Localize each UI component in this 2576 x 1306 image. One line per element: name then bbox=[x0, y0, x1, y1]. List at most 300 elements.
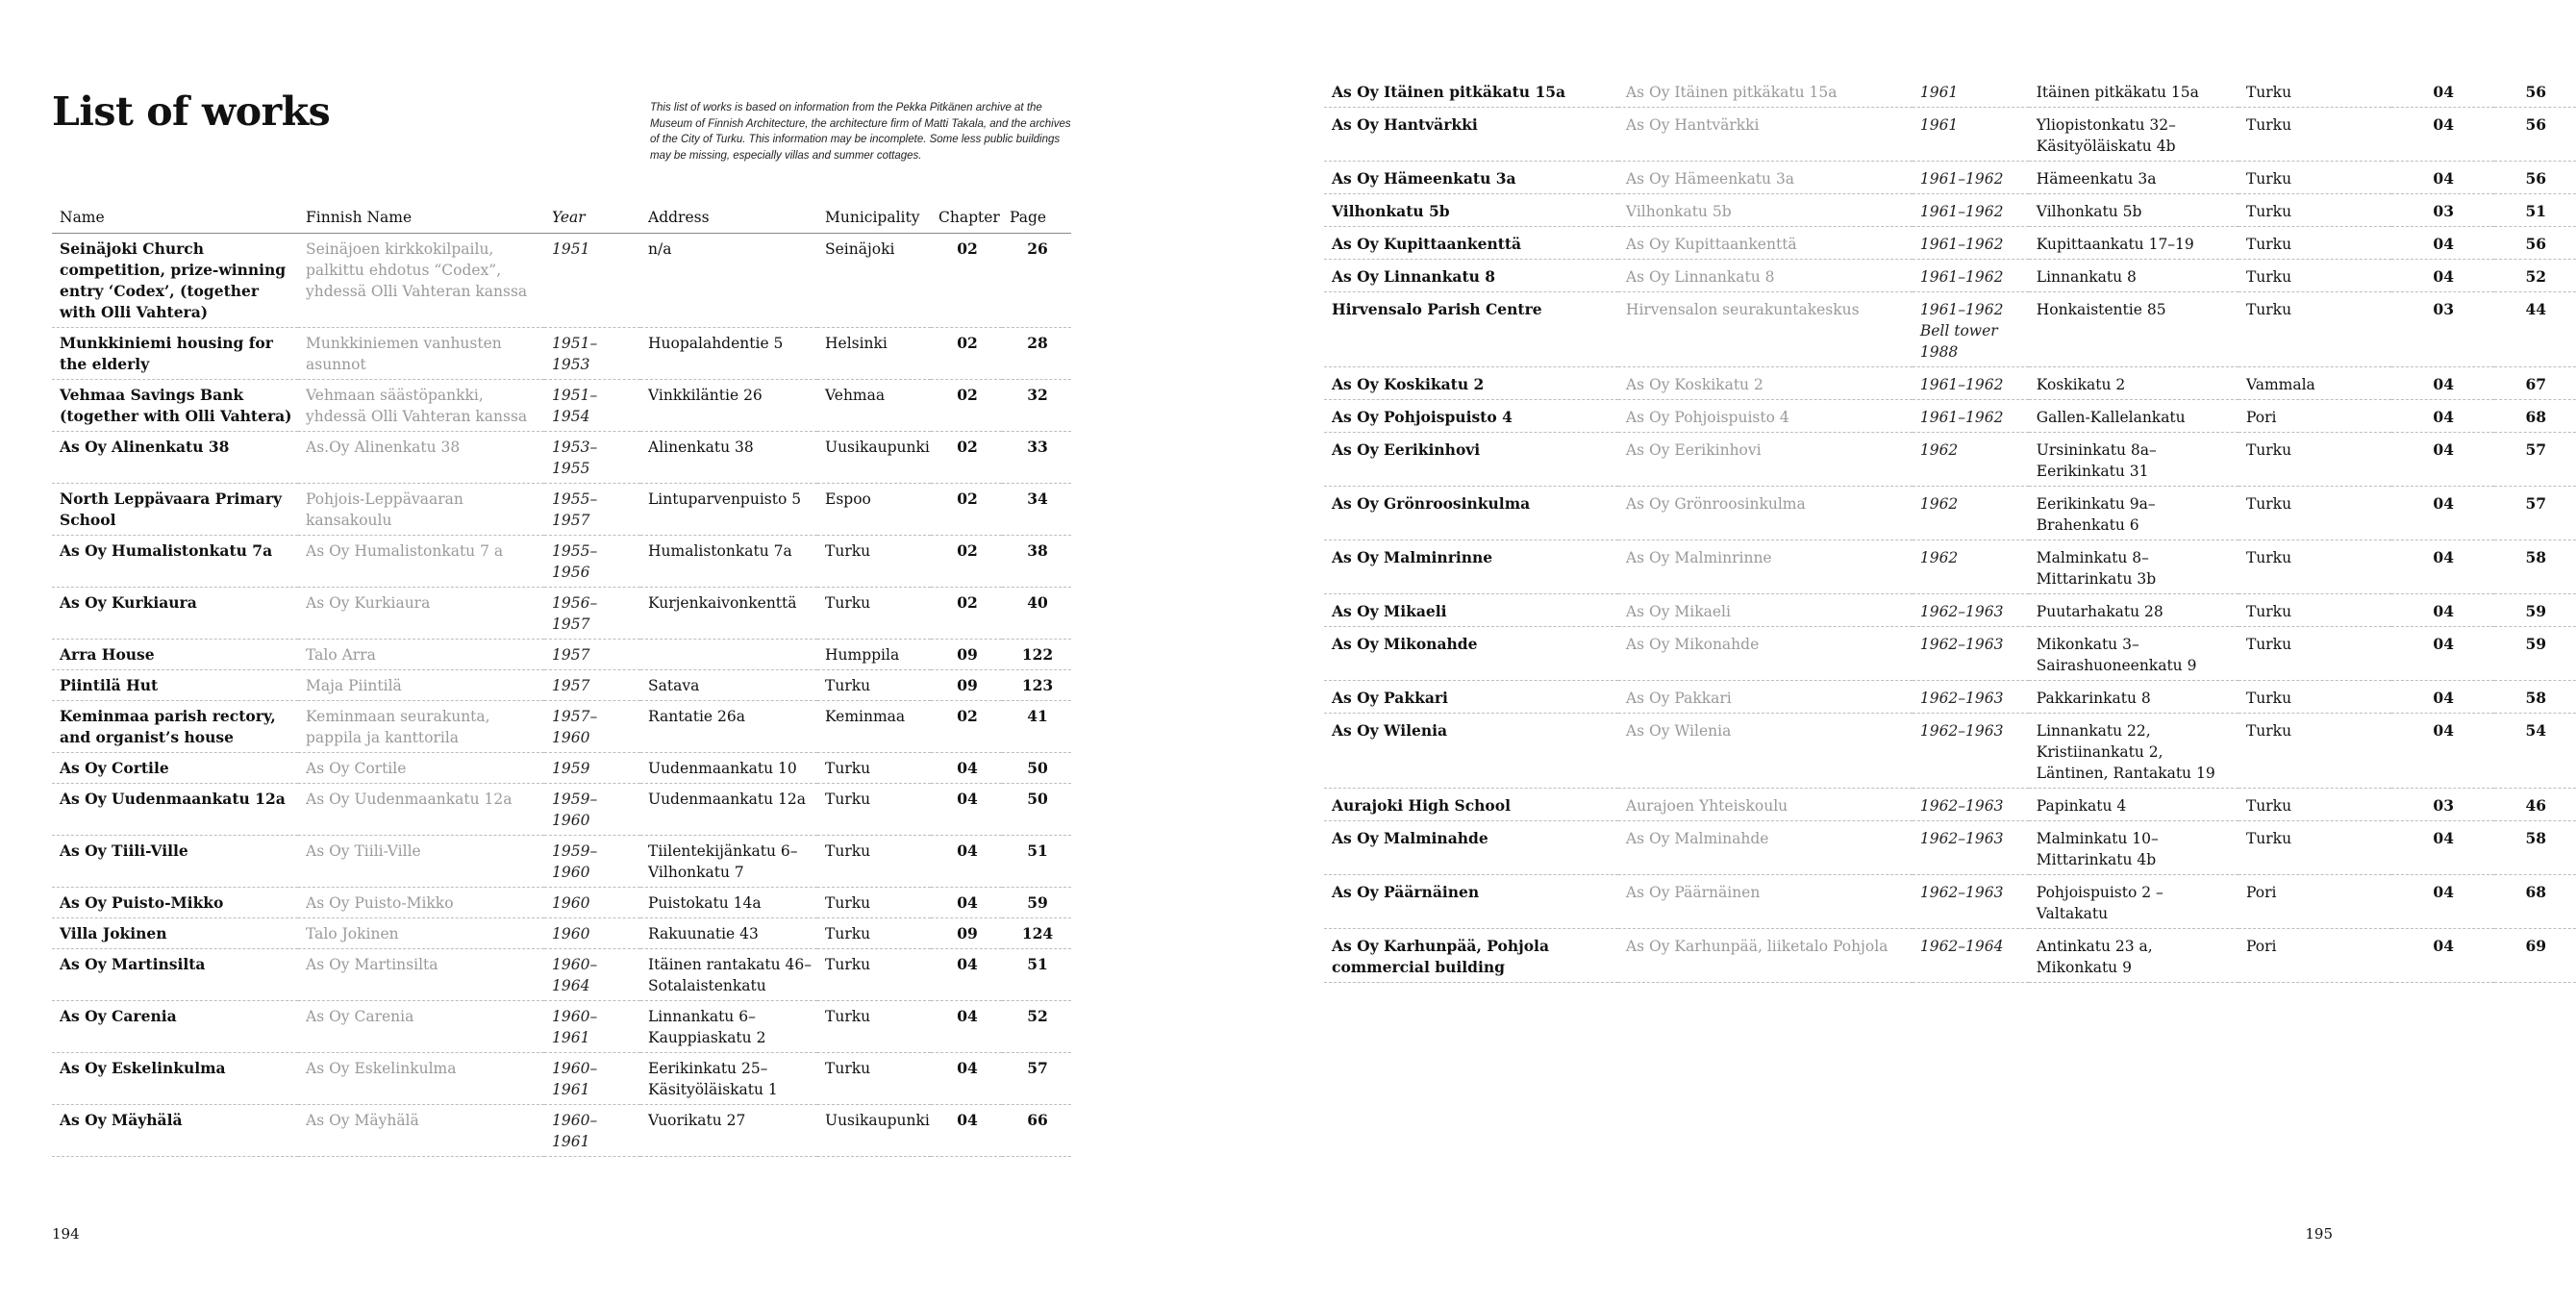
finnish-name: As Oy Malminrinne bbox=[1618, 540, 1913, 594]
table-row bbox=[52, 536, 1071, 588]
table-row bbox=[1324, 875, 2576, 929]
year: 1961–1962 bbox=[1913, 400, 2029, 433]
page-ref: 52 bbox=[2494, 260, 2576, 292]
year: 1962–1963 bbox=[1913, 821, 2029, 875]
chapter-number: 04 bbox=[931, 949, 1002, 1001]
address: Pakkarinkatu 8 bbox=[2029, 681, 2238, 714]
finnish-name: As Oy Cortile bbox=[298, 753, 544, 784]
table-row bbox=[1324, 594, 2576, 627]
year: 1951–1953 bbox=[544, 328, 640, 380]
municipality: Helsinki bbox=[817, 328, 931, 380]
municipality: Humppila bbox=[817, 640, 931, 670]
finnish-name: Pohjois-Leppävaaran kansakoulu bbox=[298, 484, 544, 536]
address: Malminkatu 10–Mittarinkatu 4b bbox=[2029, 821, 2238, 875]
page-ref: 69 bbox=[2494, 929, 2576, 983]
chapter-number: 03 bbox=[2391, 194, 2494, 227]
table-row bbox=[52, 1001, 1071, 1053]
work-name: As Oy Martinsilta bbox=[52, 949, 298, 1001]
table-row bbox=[52, 701, 1071, 753]
table-header-row bbox=[52, 201, 1071, 234]
page-ref: 68 bbox=[2494, 875, 2576, 929]
table-row bbox=[1324, 929, 2576, 983]
finnish-name: Talo Jokinen bbox=[298, 918, 544, 949]
municipality: Pori bbox=[2238, 929, 2391, 983]
address: Rakuunatie 43 bbox=[640, 918, 817, 949]
year: 1962 bbox=[1913, 487, 2029, 540]
table-row bbox=[52, 784, 1071, 836]
finnish-name: As Oy Pohjoispuisto 4 bbox=[1618, 400, 1913, 433]
year: 1960–1961 bbox=[544, 1001, 640, 1053]
chapter-number: 04 bbox=[2391, 821, 2494, 875]
table-row bbox=[1324, 260, 2576, 292]
work-name: Villa Jokinen bbox=[52, 918, 298, 949]
work-name: As Oy Pohjoispuisto 4 bbox=[1324, 400, 1618, 433]
page-ref: 58 bbox=[2494, 821, 2576, 875]
address: Yliopistonkatu 32–Käsityöläiskatu 4b bbox=[2029, 108, 2238, 162]
work-name: Hirvensalo Parish Centre bbox=[1324, 292, 1618, 367]
work-name: As Oy Kupittaankenttä bbox=[1324, 227, 1618, 260]
finnish-name: As Oy Eerikinhovi bbox=[1618, 433, 1913, 487]
finnish-name: As Oy Pakkari bbox=[1618, 681, 1913, 714]
table-row bbox=[52, 949, 1071, 1001]
table-row bbox=[52, 753, 1071, 784]
address: Itäinen pitkäkatu 15a bbox=[2029, 75, 2238, 108]
chapter-number: 03 bbox=[2391, 789, 2494, 821]
address: Vinkkiläntie 26 bbox=[640, 380, 817, 432]
municipality: Turku bbox=[2238, 789, 2391, 821]
work-name: Aurajoki High School bbox=[1324, 789, 1618, 821]
municipality: Turku bbox=[817, 836, 931, 888]
address: Kupittaankatu 17–19 bbox=[2029, 227, 2238, 260]
page-ref: 56 bbox=[2494, 162, 2576, 194]
table-row bbox=[1324, 487, 2576, 540]
page-ref: 44 bbox=[2494, 292, 2576, 367]
finnish-name: Maja Piintilä bbox=[298, 670, 544, 701]
chapter-number: 02 bbox=[931, 328, 1002, 380]
table-row bbox=[1324, 714, 2576, 789]
address: Huopalahdentie 5 bbox=[640, 328, 817, 380]
municipality: Turku bbox=[2238, 162, 2391, 194]
chapter-number: 04 bbox=[931, 1001, 1002, 1053]
address: Humalistonkatu 7a bbox=[640, 536, 817, 588]
finnish-name: As Oy Wilenia bbox=[1618, 714, 1913, 789]
year: 1959–1960 bbox=[544, 836, 640, 888]
year: 1959 bbox=[544, 753, 640, 784]
chapter-number: 02 bbox=[931, 588, 1002, 640]
page-ref: 32 bbox=[1002, 380, 1071, 432]
address: Honkaistentie 85 bbox=[2029, 292, 2238, 367]
table-row bbox=[1324, 162, 2576, 194]
finnish-name: As Oy Martinsilta bbox=[298, 949, 544, 1001]
work-name: As Oy Pakkari bbox=[1324, 681, 1618, 714]
municipality: Turku bbox=[2238, 594, 2391, 627]
table-row bbox=[1324, 108, 2576, 162]
chapter-number: 02 bbox=[931, 432, 1002, 484]
page-ref: 40 bbox=[1002, 588, 1071, 640]
municipality: Turku bbox=[2238, 108, 2391, 162]
finnish-name: Keminmaan seurakunta, pappila ja kanttorila bbox=[298, 701, 544, 753]
finnish-name: As Oy Mäyhälä bbox=[298, 1105, 544, 1157]
table-row bbox=[52, 432, 1071, 484]
page-ref: 26 bbox=[1002, 234, 1071, 328]
address bbox=[640, 640, 817, 670]
year: 1951 bbox=[544, 234, 640, 328]
work-name: Piintilä Hut bbox=[52, 670, 298, 701]
work-name: As Oy Eskelinkulma bbox=[52, 1053, 298, 1105]
finnish-name: As Oy Mikonahde bbox=[1618, 627, 1913, 681]
table-row bbox=[52, 888, 1071, 918]
municipality: Turku bbox=[817, 949, 931, 1001]
municipality: Pori bbox=[2238, 875, 2391, 929]
municipality: Keminmaa bbox=[817, 701, 931, 753]
year: 1960 bbox=[544, 918, 640, 949]
address: Papinkatu 4 bbox=[2029, 789, 2238, 821]
page-ref: 51 bbox=[1002, 949, 1071, 1001]
address: Kurjenkaivonkenttä bbox=[640, 588, 817, 640]
work-name: As Oy Carenia bbox=[52, 1001, 298, 1053]
municipality: Turku bbox=[2238, 260, 2391, 292]
chapter-number: 03 bbox=[2391, 292, 2494, 367]
page-ref: 57 bbox=[1002, 1053, 1071, 1105]
finnish-name: Munkkiniemen vanhusten asunnot bbox=[298, 328, 544, 380]
page-ref: 59 bbox=[1002, 888, 1071, 918]
address: Antinkatu 23 a, Mikonkatu 9 bbox=[2029, 929, 2238, 983]
municipality: Uusikaupunki bbox=[817, 1105, 931, 1157]
year: 1960–1961 bbox=[544, 1053, 640, 1105]
finnish-name: Aurajoen Yhteiskoulu bbox=[1618, 789, 1913, 821]
page-ref: 34 bbox=[1002, 484, 1071, 536]
address: Satava bbox=[640, 670, 817, 701]
works-table-left bbox=[52, 201, 1071, 1157]
address: Mikonkatu 3–Sairashuoneenkatu 9 bbox=[2029, 627, 2238, 681]
chapter-number: 04 bbox=[2391, 433, 2494, 487]
work-name: Vilhonkatu 5b bbox=[1324, 194, 1618, 227]
address: Lintuparvenpuisto 5 bbox=[640, 484, 817, 536]
address: Puutarhakatu 28 bbox=[2029, 594, 2238, 627]
municipality: Turku bbox=[817, 670, 931, 701]
chapter-number: 02 bbox=[931, 484, 1002, 536]
address: Linnankatu 6–Kauppiaskatu 2 bbox=[640, 1001, 817, 1053]
header-year: Year bbox=[544, 201, 640, 234]
address: Alinenkatu 38 bbox=[640, 432, 817, 484]
chapter-number: 04 bbox=[2391, 594, 2494, 627]
finnish-name: Vilhonkatu 5b bbox=[1618, 194, 1913, 227]
left-page bbox=[0, 0, 1192, 1306]
works-table-right-body bbox=[1324, 75, 2576, 983]
municipality: Turku bbox=[817, 888, 931, 918]
chapter-number: 04 bbox=[2391, 227, 2494, 260]
work-name: As Oy Mikonahde bbox=[1324, 627, 1618, 681]
page-number: 194 bbox=[52, 1225, 80, 1243]
municipality: Vammala bbox=[2238, 367, 2391, 400]
table-row bbox=[1324, 400, 2576, 433]
address: Rantatie 26a bbox=[640, 701, 817, 753]
address: Uudenmaankatu 10 bbox=[640, 753, 817, 784]
municipality: Turku bbox=[2238, 433, 2391, 487]
work-name: As Oy Puisto-Mikko bbox=[52, 888, 298, 918]
municipality: Espoo bbox=[817, 484, 931, 536]
table-row bbox=[1324, 292, 2576, 367]
table-row bbox=[52, 836, 1071, 888]
work-name: As Oy Uudenmaankatu 12a bbox=[52, 784, 298, 836]
chapter-number: 02 bbox=[931, 380, 1002, 432]
work-name: As Oy Itäinen pitkäkatu 15a bbox=[1324, 75, 1618, 108]
finnish-name: As.Oy Alinenkatu 38 bbox=[298, 432, 544, 484]
year: 1961–1962 bbox=[1913, 260, 2029, 292]
header-municipality: Municipality bbox=[817, 201, 931, 234]
finnish-name: Vehmaan säästöpankki, yhdessä Olli Vahteran kanssa bbox=[298, 380, 544, 432]
finnish-name: Talo Arra bbox=[298, 640, 544, 670]
table-row bbox=[1324, 194, 2576, 227]
year: 1962–1963 bbox=[1913, 875, 2029, 929]
finnish-name: As Oy Kupittaankenttä bbox=[1618, 227, 1913, 260]
page-ref: 51 bbox=[2494, 194, 2576, 227]
year: 1961–1962 bbox=[1913, 367, 2029, 400]
chapter-number: 04 bbox=[931, 753, 1002, 784]
table-row bbox=[52, 640, 1071, 670]
chapter-number: 04 bbox=[2391, 400, 2494, 433]
table-row bbox=[52, 1053, 1071, 1105]
table-row bbox=[1324, 540, 2576, 594]
address: Ursininkatu 8a–Eerikinkatu 31 bbox=[2029, 433, 2238, 487]
address: Malminkatu 8–Mittarinkatu 3b bbox=[2029, 540, 2238, 594]
page-ref: 41 bbox=[1002, 701, 1071, 753]
table-row bbox=[52, 484, 1071, 536]
chapter-number: 04 bbox=[2391, 540, 2494, 594]
municipality: Turku bbox=[2238, 75, 2391, 108]
work-name: As Oy Karhunpää, Pohjola commercial building bbox=[1324, 929, 1618, 983]
municipality: Uusikaupunki bbox=[817, 432, 931, 484]
header-finnish-name: Finnish Name bbox=[298, 201, 544, 234]
work-name: As Oy Humalistonkatu 7a bbox=[52, 536, 298, 588]
municipality: Turku bbox=[817, 1053, 931, 1105]
address: Koskikatu 2 bbox=[2029, 367, 2238, 400]
address: Tiilentekijänkatu 6–Vilhonkatu 7 bbox=[640, 836, 817, 888]
page-ref: 56 bbox=[2494, 108, 2576, 162]
year: 1956–1957 bbox=[544, 588, 640, 640]
year: 1962–1964 bbox=[1913, 929, 2029, 983]
address: Gallen-Kallelankatu bbox=[2029, 400, 2238, 433]
finnish-name: Seinäjoen kirkkokilpailu, palkittu ehdotus “Codex”, yhdessä Olli Vahteran kanssa bbox=[298, 234, 544, 328]
table-row bbox=[1324, 789, 2576, 821]
chapter-number: 04 bbox=[2391, 681, 2494, 714]
page-ref: 46 bbox=[2494, 789, 2576, 821]
year: 1961–1962 bbox=[1913, 194, 2029, 227]
intro-note: This list of works is based on information from the Pekka Pitkänen archive at the Museum of Finnish Architecture, the architecture firm of Matti Takala, and the archives of the City of Turku. This information may be incomplete. Some less public buildings may be missing, especially villas and summer cottages. bbox=[650, 102, 1071, 162]
finnish-name: As Oy Grönroosinkulma bbox=[1618, 487, 1913, 540]
year: 1960–1964 bbox=[544, 949, 640, 1001]
municipality: Turku bbox=[2238, 540, 2391, 594]
municipality: Turku bbox=[817, 784, 931, 836]
municipality: Turku bbox=[817, 753, 931, 784]
year: 1962 bbox=[1913, 433, 2029, 487]
chapter-number: 04 bbox=[2391, 260, 2494, 292]
table-row bbox=[52, 380, 1071, 432]
municipality: Turku bbox=[2238, 627, 2391, 681]
year: 1951–1954 bbox=[544, 380, 640, 432]
address: Puistokatu 14a bbox=[640, 888, 817, 918]
address: Pohjoispuisto 2 –Valtakatu bbox=[2029, 875, 2238, 929]
year: 1962–1963 bbox=[1913, 681, 2029, 714]
work-name: North Leppävaara Primary School bbox=[52, 484, 298, 536]
year: 1961–1962 bbox=[1913, 227, 2029, 260]
page-number: 195 bbox=[2305, 1225, 2333, 1243]
page-ref: 58 bbox=[2494, 681, 2576, 714]
year: 1962–1963 bbox=[1913, 627, 2029, 681]
finnish-name: As Oy Koskikatu 2 bbox=[1618, 367, 1913, 400]
municipality: Turku bbox=[817, 536, 931, 588]
year: 1962 bbox=[1913, 540, 2029, 594]
page-ref: 38 bbox=[1002, 536, 1071, 588]
work-name: As Oy Mikaeli bbox=[1324, 594, 1618, 627]
page-ref: 68 bbox=[2494, 400, 2576, 433]
year: 1957–1960 bbox=[544, 701, 640, 753]
table-row bbox=[1324, 627, 2576, 681]
year: 1960–1961 bbox=[544, 1105, 640, 1157]
chapter-number: 04 bbox=[2391, 162, 2494, 194]
work-name: As Oy Mäyhälä bbox=[52, 1105, 298, 1157]
year: 1962–1963 bbox=[1913, 594, 2029, 627]
work-name: As Oy Eerikinhovi bbox=[1324, 433, 1618, 487]
work-name: Arra House bbox=[52, 640, 298, 670]
municipality: Turku bbox=[2238, 487, 2391, 540]
works-table-left-body bbox=[52, 234, 1071, 1157]
work-name: As Oy Malminahde bbox=[1324, 821, 1618, 875]
finnish-name: Hirvensalon seurakuntakeskus bbox=[1618, 292, 1913, 367]
page-ref: 57 bbox=[2494, 433, 2576, 487]
year: 1957 bbox=[544, 640, 640, 670]
address: Hämeenkatu 3a bbox=[2029, 162, 2238, 194]
work-name: As Oy Hantvärkki bbox=[1324, 108, 1618, 162]
address: Linnankatu 8 bbox=[2029, 260, 2238, 292]
finnish-name: As Oy Mikaeli bbox=[1618, 594, 1913, 627]
page-ref: 67 bbox=[2494, 367, 2576, 400]
header-name: Name bbox=[52, 201, 298, 234]
year: 1955–1957 bbox=[544, 484, 640, 536]
page-ref: 57 bbox=[2494, 487, 2576, 540]
finnish-name: As Oy Hämeenkatu 3a bbox=[1618, 162, 1913, 194]
page-ref: 59 bbox=[2494, 627, 2576, 681]
page-ref: 122 bbox=[1002, 640, 1071, 670]
chapter-number: 02 bbox=[931, 234, 1002, 328]
work-name: Seinäjoki Church competition, prize-winning entry ‘Codex’, (together with Olli Vahtera) bbox=[52, 234, 298, 328]
page-ref: 33 bbox=[1002, 432, 1071, 484]
municipality: Turku bbox=[817, 1001, 931, 1053]
page-title: List of works bbox=[52, 88, 331, 135]
page-ref: 124 bbox=[1002, 918, 1071, 949]
municipality: Turku bbox=[2238, 714, 2391, 789]
chapter-number: 04 bbox=[931, 836, 1002, 888]
work-name: As Oy Linnankatu 8 bbox=[1324, 260, 1618, 292]
works-table-right bbox=[1324, 75, 2576, 983]
finnish-name: As Oy Uudenmaankatu 12a bbox=[298, 784, 544, 836]
work-name: As Oy Hämeenkatu 3a bbox=[1324, 162, 1618, 194]
chapter-number: 04 bbox=[931, 1105, 1002, 1157]
address: Vilhonkatu 5b bbox=[2029, 194, 2238, 227]
chapter-number: 04 bbox=[2391, 108, 2494, 162]
finnish-name: As Oy Carenia bbox=[298, 1001, 544, 1053]
address: Linnankatu 22, Kristiinankatu 2, Läntinen, Rantakatu 19 bbox=[2029, 714, 2238, 789]
right-page bbox=[1192, 0, 2547, 1306]
table-row bbox=[1324, 821, 2576, 875]
table-row bbox=[52, 234, 1071, 328]
table-row bbox=[1324, 227, 2576, 260]
finnish-name: As Oy Puisto-Mikko bbox=[298, 888, 544, 918]
work-name: As Oy Grönroosinkulma bbox=[1324, 487, 1618, 540]
work-name: As Oy Koskikatu 2 bbox=[1324, 367, 1618, 400]
work-name: Keminmaa parish rectory, and organist’s house bbox=[52, 701, 298, 753]
municipality: Turku bbox=[2238, 292, 2391, 367]
table-row bbox=[52, 670, 1071, 701]
chapter-number: 04 bbox=[2391, 627, 2494, 681]
table-row bbox=[1324, 681, 2576, 714]
chapter-number: 04 bbox=[2391, 714, 2494, 789]
page-ref: 52 bbox=[1002, 1001, 1071, 1053]
table-row bbox=[52, 918, 1071, 949]
page-ref: 66 bbox=[1002, 1105, 1071, 1157]
chapter-number: 09 bbox=[931, 640, 1002, 670]
chapter-number: 04 bbox=[931, 784, 1002, 836]
finnish-name: As Oy Malminahde bbox=[1618, 821, 1913, 875]
finnish-name: As Oy Eskelinkulma bbox=[298, 1053, 544, 1105]
municipality: Turku bbox=[817, 918, 931, 949]
work-name: As Oy Malminrinne bbox=[1324, 540, 1618, 594]
chapter-number: 04 bbox=[2391, 75, 2494, 108]
municipality: Seinäjoki bbox=[817, 234, 931, 328]
address: Uudenmaankatu 12a bbox=[640, 784, 817, 836]
finnish-name: As Oy Kurkiaura bbox=[298, 588, 544, 640]
municipality: Turku bbox=[2238, 681, 2391, 714]
finnish-name: As Oy Hantvärkki bbox=[1618, 108, 1913, 162]
chapter-number: 04 bbox=[2391, 929, 2494, 983]
table-row bbox=[52, 588, 1071, 640]
work-name: As Oy Wilenia bbox=[1324, 714, 1618, 789]
page-ref: 51 bbox=[1002, 836, 1071, 888]
finnish-name: As Oy Päärnäinen bbox=[1618, 875, 1913, 929]
municipality: Vehmaa bbox=[817, 380, 931, 432]
finnish-name: As Oy Tiili-Ville bbox=[298, 836, 544, 888]
municipality: Turku bbox=[2238, 227, 2391, 260]
year: 1961 bbox=[1913, 75, 2029, 108]
year: 1957 bbox=[544, 670, 640, 701]
year: 1961 bbox=[1913, 108, 2029, 162]
chapter-number: 04 bbox=[2391, 367, 2494, 400]
year: 1961–1962 bbox=[1913, 162, 2029, 194]
municipality: Pori bbox=[2238, 400, 2391, 433]
finnish-name: As Oy Itäinen pitkäkatu 15a bbox=[1618, 75, 1913, 108]
year: 1962–1963 bbox=[1913, 714, 2029, 789]
municipality: Turku bbox=[2238, 194, 2391, 227]
address: n/a bbox=[640, 234, 817, 328]
page-ref: 59 bbox=[2494, 594, 2576, 627]
chapter-number: 04 bbox=[931, 1053, 1002, 1105]
page-ref: 56 bbox=[2494, 227, 2576, 260]
table-row bbox=[1324, 75, 2576, 108]
work-name: As Oy Kurkiaura bbox=[52, 588, 298, 640]
page-ref: 56 bbox=[2494, 75, 2576, 108]
year: 1960 bbox=[544, 888, 640, 918]
year: 1962–1963 bbox=[1913, 789, 2029, 821]
municipality: Turku bbox=[817, 588, 931, 640]
table-row bbox=[52, 328, 1071, 380]
year: 1961–1962 Bell tower 1988 bbox=[1913, 292, 2029, 367]
work-name: As Oy Alinenkatu 38 bbox=[52, 432, 298, 484]
header-page: Page bbox=[1002, 201, 1071, 234]
header-address: Address bbox=[640, 201, 817, 234]
finnish-name: As Oy Humalistonkatu 7 a bbox=[298, 536, 544, 588]
address: Eerikinkatu 9a–Brahenkatu 6 bbox=[2029, 487, 2238, 540]
finnish-name: As Oy Linnankatu 8 bbox=[1618, 260, 1913, 292]
